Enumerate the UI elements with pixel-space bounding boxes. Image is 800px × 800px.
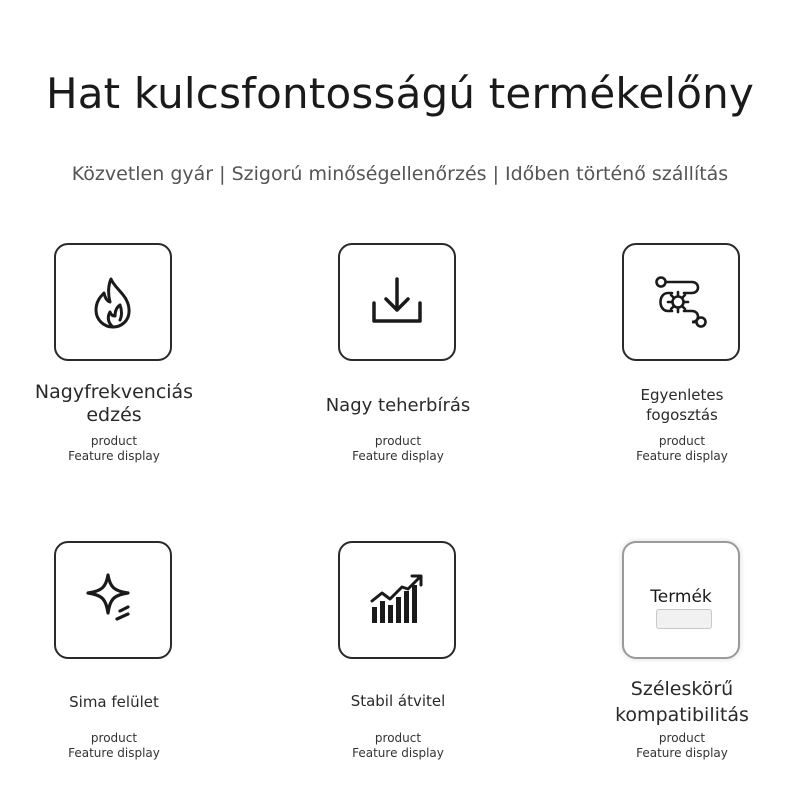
caption-feature-display: Feature display — [352, 746, 444, 760]
product-image-box — [622, 541, 740, 659]
feature-caption — [14, 434, 214, 464]
feature-caption — [582, 434, 782, 464]
feature-title — [14, 381, 214, 427]
icon-box — [338, 541, 456, 659]
feature-title-line: Nagy teherbírás — [325, 395, 471, 416]
caption-feature-display: Feature display — [636, 449, 728, 463]
feature-caption — [14, 731, 214, 761]
product-image-label: Termék — [650, 587, 712, 607]
feature-title-line: Sima felület — [69, 693, 159, 711]
flame-icon — [84, 273, 142, 331]
feature-title-line: Nagyfrekvenciás — [34, 381, 194, 403]
feature-title-line: edzés — [86, 404, 142, 426]
product-image — [656, 609, 712, 629]
caption-product: product — [658, 731, 706, 745]
caption-product: product — [374, 434, 422, 448]
feature-caption — [298, 731, 498, 761]
caption-feature-display: Feature display — [68, 746, 160, 760]
feature-title-line: Egyenletes — [640, 386, 724, 404]
feature-title-line: kompatibilitás — [615, 704, 749, 726]
feature-title-line: Stabil átvitel — [350, 692, 446, 710]
caption-feature-display: Feature display — [352, 449, 444, 463]
feature-title — [298, 394, 498, 418]
caption-feature-display: Feature display — [636, 746, 728, 760]
page-title: Hat kulcsfontosságú termékelőny — [45, 69, 755, 118]
feature-title-line: fogosztás — [646, 406, 718, 424]
feature-title — [582, 385, 782, 425]
icon-box — [54, 541, 172, 659]
icon-box — [338, 243, 456, 361]
gear-path-icon — [652, 273, 710, 331]
caption-product: product — [90, 731, 138, 745]
feature-caption — [582, 731, 782, 761]
icon-box — [622, 243, 740, 361]
download-tray-icon — [368, 273, 426, 331]
caption-feature-display: Feature display — [68, 449, 160, 463]
feature-title-line: Széleskörű — [630, 678, 734, 700]
caption-product: product — [658, 434, 706, 448]
caption-product: product — [90, 434, 138, 448]
feature-caption — [298, 434, 498, 464]
sparkle-icon — [84, 571, 142, 629]
feature-title — [582, 676, 782, 728]
icon-box — [54, 243, 172, 361]
feature-title — [14, 692, 214, 712]
caption-product: product — [374, 731, 422, 745]
rising-chart-icon — [368, 571, 426, 629]
feature-title — [298, 691, 498, 711]
page-subtitle: Közvetlen gyár | Szigorú minőségellenőrzés | Időben történő szállítás — [71, 163, 729, 185]
